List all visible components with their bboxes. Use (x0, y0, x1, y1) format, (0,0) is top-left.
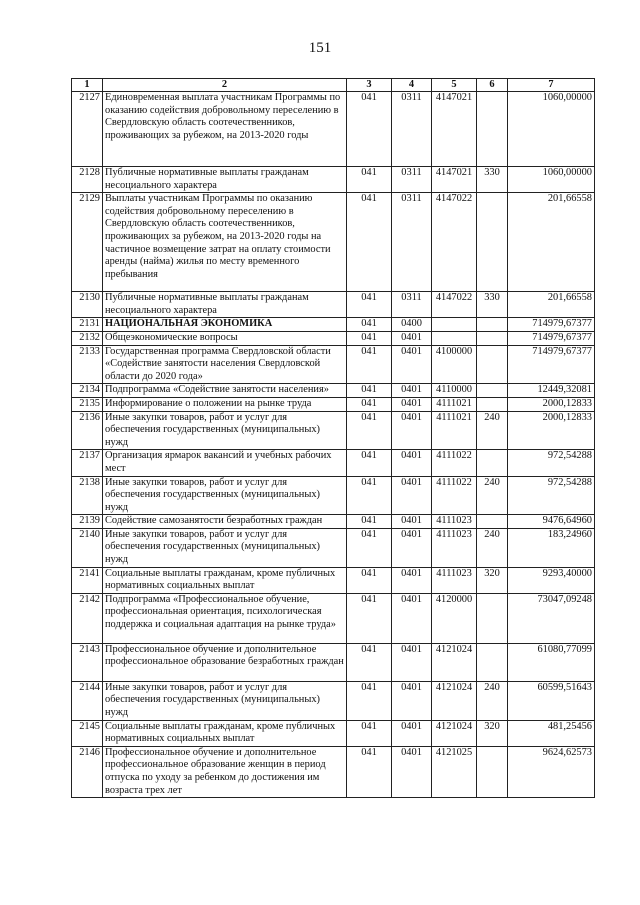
header-col-5: 5 (432, 79, 477, 92)
row-admin-code: 041 (347, 92, 392, 167)
row-target-code: 4111023 (432, 515, 477, 529)
row-amount: 972,54288 (508, 476, 595, 515)
row-section-code: 0401 (392, 411, 432, 450)
row-number: 2144 (72, 681, 103, 720)
row-amount: 9293,40000 (508, 567, 595, 593)
row-number: 2131 (72, 318, 103, 332)
table-row (72, 331, 595, 345)
row-section-code: 0401 (392, 593, 432, 643)
table-row (72, 193, 595, 292)
row-amount: 60599,51643 (508, 681, 595, 720)
row-expense-type: 240 (477, 528, 508, 567)
row-target-code: 4121024 (432, 643, 477, 681)
row-admin-code: 041 (347, 193, 392, 292)
table-row (72, 515, 595, 529)
row-amount: 714979,67377 (508, 345, 595, 384)
row-number: 2141 (72, 567, 103, 593)
row-amount: 481,25456 (508, 720, 595, 746)
row-section-code: 0401 (392, 681, 432, 720)
row-target-code: 4121025 (432, 746, 477, 797)
row-amount: 201,66558 (508, 292, 595, 318)
header-col-4: 4 (392, 79, 432, 92)
row-section-code: 0401 (392, 567, 432, 593)
row-section-code: 0311 (392, 167, 432, 193)
row-amount: 183,24960 (508, 528, 595, 567)
row-section-code: 0401 (392, 720, 432, 746)
row-number: 2132 (72, 331, 103, 345)
row-expense-type (477, 593, 508, 643)
row-number: 2135 (72, 397, 103, 411)
row-expense-type: 320 (477, 720, 508, 746)
table-row (72, 345, 595, 384)
table-row (72, 397, 595, 411)
row-amount: 2000,12833 (508, 397, 595, 411)
row-section-code: 0401 (392, 528, 432, 567)
row-expense-type: 240 (477, 681, 508, 720)
row-target-code: 4147022 (432, 292, 477, 318)
table-row (72, 720, 595, 746)
row-target-code: 4110000 (432, 384, 477, 398)
row-number: 2140 (72, 528, 103, 567)
table-row (72, 681, 595, 720)
row-name: Иные закупки товаров, работ и услуг для обеспечения государственных (муниципальных) нужд (103, 476, 347, 515)
row-number: 2137 (72, 450, 103, 476)
row-expense-type: 330 (477, 167, 508, 193)
row-expense-type (477, 643, 508, 681)
row-target-code: 4111021 (432, 411, 477, 450)
row-amount: 73047,09248 (508, 593, 595, 643)
row-name: Профессиональное обучение и дополнительное профессиональное образование женщин в период отпуска по уходу за ребенком до достижения им возраста трех лет (103, 746, 347, 797)
row-expense-type (477, 318, 508, 332)
row-target-code: 4121024 (432, 720, 477, 746)
header-col-1: 1 (72, 79, 103, 92)
row-name: Социальные выплаты гражданам, кроме публичных нормативных социальных выплат (103, 720, 347, 746)
table-row (72, 92, 595, 167)
row-expense-type (477, 450, 508, 476)
header-col-7: 7 (508, 79, 595, 92)
table-row (72, 567, 595, 593)
row-name: НАЦИОНАЛЬНАЯ ЭКОНОМИКА (103, 318, 347, 332)
row-section-code: 0311 (392, 193, 432, 292)
row-number: 2145 (72, 720, 103, 746)
header-col-3: 3 (347, 79, 392, 92)
row-target-code: 4121024 (432, 681, 477, 720)
row-name: Подпрограмма «Содействие занятости населения» (103, 384, 347, 398)
row-name: Публичные нормативные выплаты гражданам несоциального характера (103, 292, 347, 318)
row-name: Социальные выплаты гражданам, кроме публичных нормативных социальных выплат (103, 567, 347, 593)
row-section-code: 0401 (392, 331, 432, 345)
row-target-code (432, 331, 477, 345)
row-target-code: 4111023 (432, 528, 477, 567)
row-name: Иные закупки товаров, работ и услуг для обеспечения государственных (муниципальных) нужд (103, 681, 347, 720)
row-section-code: 0401 (392, 746, 432, 797)
row-name: Государственная программа Свердловской области «Содействие занятости населения Свердловской области до 2020 года» (103, 345, 347, 384)
row-section-code: 0311 (392, 292, 432, 318)
row-admin-code: 041 (347, 476, 392, 515)
row-expense-type (477, 331, 508, 345)
row-name: Содействие самозанятости безработных граждан (103, 515, 347, 529)
row-expense-type: 240 (477, 476, 508, 515)
row-name: Публичные нормативные выплаты гражданам несоциального характера (103, 167, 347, 193)
row-name: Выплаты участникам Программы по оказанию содействия добровольному переселению в Свердловскую область соотечественников, проживающих за рубежом, на 2013-2020 годы на частичное возмещение затрат на оплату стоимости аренды (найма) жилья по месту временного пребывания (103, 193, 347, 292)
row-amount: 9476,64960 (508, 515, 595, 529)
row-admin-code: 041 (347, 397, 392, 411)
table-row (72, 411, 595, 450)
row-admin-code: 041 (347, 292, 392, 318)
row-section-code: 0400 (392, 318, 432, 332)
row-admin-code: 041 (347, 318, 392, 332)
row-target-code: 4147021 (432, 167, 477, 193)
table-row (72, 167, 595, 193)
row-target-code: 4111022 (432, 476, 477, 515)
table-body (72, 92, 595, 798)
row-expense-type (477, 746, 508, 797)
budget-table (71, 78, 595, 798)
row-amount: 2000,12833 (508, 411, 595, 450)
row-expense-type (477, 92, 508, 167)
row-section-code: 0401 (392, 397, 432, 411)
row-section-code: 0401 (392, 643, 432, 681)
page-number: 151 (308, 40, 332, 56)
table-row (72, 593, 595, 643)
row-target-code: 4147022 (432, 193, 477, 292)
row-target-code: 4111023 (432, 567, 477, 593)
row-admin-code: 041 (347, 384, 392, 398)
row-amount: 972,54288 (508, 450, 595, 476)
table-row (72, 292, 595, 318)
row-expense-type (477, 384, 508, 398)
row-admin-code: 041 (347, 450, 392, 476)
row-number: 2136 (72, 411, 103, 450)
row-target-code (432, 318, 477, 332)
row-number: 2143 (72, 643, 103, 681)
row-target-code: 4100000 (432, 345, 477, 384)
row-section-code: 0401 (392, 345, 432, 384)
row-amount: 12449,32081 (508, 384, 595, 398)
row-name: Подпрограмма «Профессиональное обучение, профессиональная ориентация, психологическая поддержка и социальная адаптация на рынке труда» (103, 593, 347, 643)
row-target-code: 4120000 (432, 593, 477, 643)
row-amount: 1060,00000 (508, 167, 595, 193)
header-col-2: 2 (103, 79, 347, 92)
row-admin-code: 041 (347, 720, 392, 746)
table-row (72, 528, 595, 567)
row-admin-code: 041 (347, 643, 392, 681)
row-target-code: 4111021 (432, 397, 477, 411)
row-admin-code: 041 (347, 167, 392, 193)
table-row (72, 476, 595, 515)
row-number: 2138 (72, 476, 103, 515)
row-name: Иные закупки товаров, работ и услуг для обеспечения государственных (муниципальных) нужд (103, 411, 347, 450)
table-row (72, 450, 595, 476)
row-name: Иные закупки товаров, работ и услуг для обеспечения государственных (муниципальных) нужд (103, 528, 347, 567)
row-admin-code: 041 (347, 331, 392, 345)
row-number: 2134 (72, 384, 103, 398)
row-section-code: 0401 (392, 515, 432, 529)
row-amount: 61080,77099 (508, 643, 595, 681)
row-expense-type (477, 345, 508, 384)
row-expense-type (477, 515, 508, 529)
row-admin-code: 041 (347, 681, 392, 720)
row-admin-code: 041 (347, 345, 392, 384)
row-target-code: 4147021 (432, 92, 477, 167)
row-admin-code: 041 (347, 411, 392, 450)
row-expense-type (477, 397, 508, 411)
row-number: 2146 (72, 746, 103, 797)
header-col-6: 6 (477, 79, 508, 92)
row-amount: 9624,62573 (508, 746, 595, 797)
row-section-code: 0401 (392, 476, 432, 515)
table-row (72, 643, 595, 681)
row-admin-code: 041 (347, 746, 392, 797)
row-name: Информирование о положении на рынке труда (103, 397, 347, 411)
row-admin-code: 041 (347, 593, 392, 643)
row-number: 2129 (72, 193, 103, 292)
row-name: Профессиональное обучение и дополнительное профессиональное образование безработных граждан (103, 643, 347, 681)
row-number: 2142 (72, 593, 103, 643)
row-target-code: 4111022 (432, 450, 477, 476)
row-amount: 714979,67377 (508, 331, 595, 345)
row-expense-type: 240 (477, 411, 508, 450)
row-section-code: 0401 (392, 384, 432, 398)
row-expense-type: 330 (477, 292, 508, 318)
row-expense-type (477, 193, 508, 292)
row-amount: 201,66558 (508, 193, 595, 292)
row-section-code: 0311 (392, 92, 432, 167)
table-header-row (72, 79, 595, 92)
row-name: Единовременная выплата участникам Программы по оказанию содействия добровольному переселению в Свердловскую область соотечественников, проживающих за рубежом, на 2013-2020 годы (103, 92, 347, 167)
row-name: Общеэкономические вопросы (103, 331, 347, 345)
table-row (72, 318, 595, 332)
row-number: 2130 (72, 292, 103, 318)
row-number: 2127 (72, 92, 103, 167)
row-expense-type: 320 (477, 567, 508, 593)
row-number: 2133 (72, 345, 103, 384)
row-admin-code: 041 (347, 567, 392, 593)
table-row (72, 384, 595, 398)
row-section-code: 0401 (392, 450, 432, 476)
row-admin-code: 041 (347, 515, 392, 529)
table-row (72, 746, 595, 797)
row-amount: 1060,00000 (508, 92, 595, 167)
row-number: 2128 (72, 167, 103, 193)
row-amount: 714979,67377 (508, 318, 595, 332)
row-name: Организация ярмарок вакансий и учебных рабочих мест (103, 450, 347, 476)
row-number: 2139 (72, 515, 103, 529)
row-admin-code: 041 (347, 528, 392, 567)
